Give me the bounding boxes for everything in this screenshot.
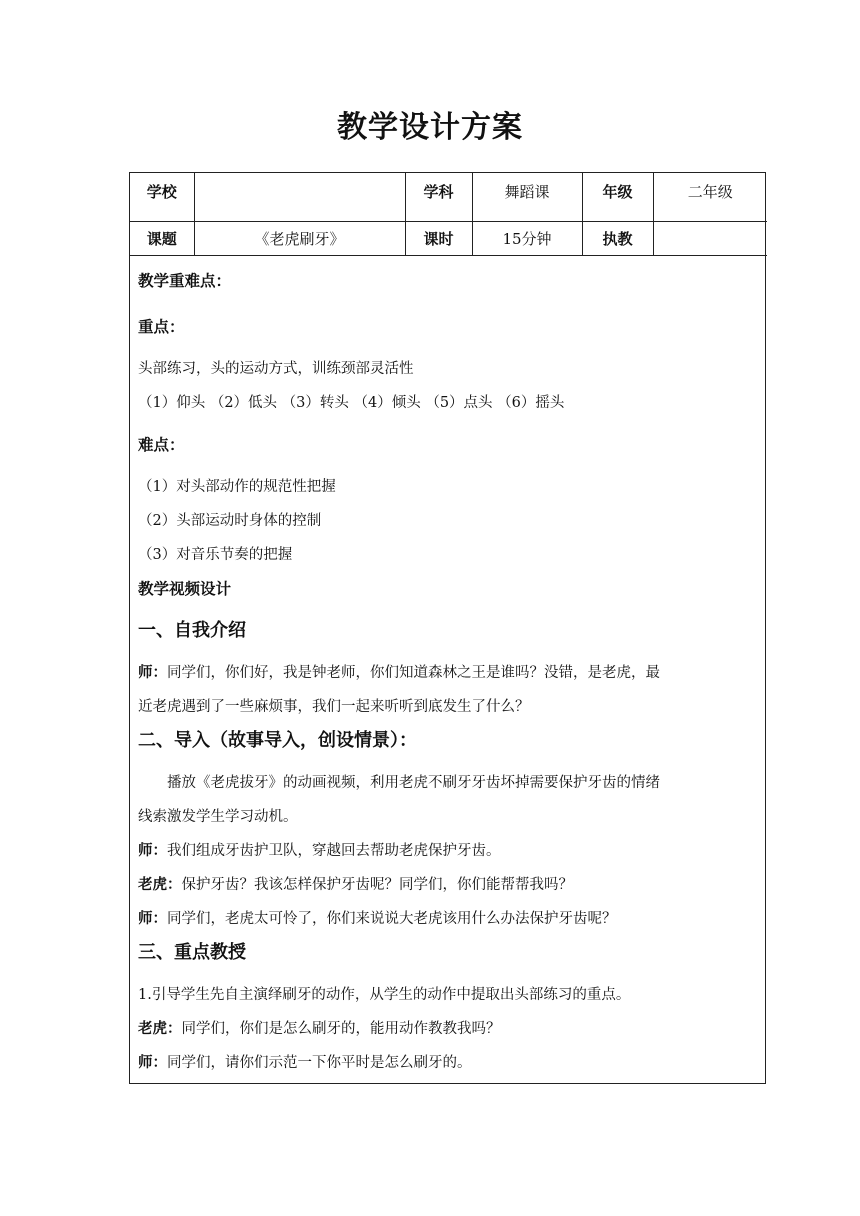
- dialogue-line: [138, 656, 757, 690]
- teacher-value: [653, 221, 767, 255]
- school-label: 学校: [130, 173, 194, 221]
- difficulty-item: （3）对音乐节奏的把握: [138, 546, 293, 563]
- dialogue-text: 同学们，你们好，我是钟老师，你们知道森林之王是谁吗？没错，是老虎，最: [167, 664, 660, 681]
- numbered-item: 1.引导学生先自主演绎刷牙的动作，从学生的动作中提取出头部练习的重点。: [138, 986, 631, 1003]
- video-design-heading: 教学视频设计: [138, 579, 232, 598]
- speaker-label: 师：: [138, 1054, 167, 1071]
- lesson-plan-table: [129, 172, 766, 1084]
- difficulty-item: （1）对头部动作的规范性把握: [138, 478, 336, 495]
- dialogue-line: [138, 902, 757, 936]
- difficulty-item: （2）头部运动时身体的控制: [138, 512, 322, 529]
- dialogue-text: 保护牙齿？我该怎样保护牙齿呢？同学们，你们能帮帮我吗？: [181, 876, 573, 893]
- speaker-label: 师：: [138, 842, 167, 859]
- dialogue-text: 同学们，你们是怎么刷牙的，能用动作教教我吗？: [181, 1020, 501, 1037]
- speaker-label: 老虎：: [138, 1020, 182, 1037]
- section-heading-key-teaching: 三、重点教授: [138, 941, 246, 963]
- duration-value: 15分钟: [472, 221, 582, 255]
- dialogue-line: [138, 1046, 757, 1080]
- info-table: [130, 173, 767, 256]
- section-heading-lead-in: 二、导入（故事导入，创设情景）：: [138, 729, 417, 751]
- speaker-label: 老虎：: [138, 876, 182, 893]
- grade-value: 二年级: [653, 173, 767, 221]
- school-value: [194, 173, 405, 221]
- key-points-heading: 教学重难点：: [138, 271, 232, 290]
- section-heading-intro: 一、自我介绍: [138, 619, 246, 641]
- lesson-content: [130, 264, 765, 1080]
- focus-items: （1）仰头 （2）低头 （3）转头 （4）倾头 （5）点头 （6）摇头: [138, 394, 565, 411]
- paragraph-continuation: 线索激发学生学习动机。: [138, 808, 298, 825]
- document-title: 教学设计方案: [337, 110, 523, 145]
- topic-value: 《老虎刷牙》: [194, 221, 405, 255]
- topic-label: 课题: [130, 221, 194, 255]
- focus-heading: 重点：: [138, 317, 185, 336]
- teacher-label: 执教: [582, 221, 653, 255]
- dialogue-line: [138, 834, 757, 868]
- duration-label: 课时: [405, 221, 472, 255]
- dialogue-text: 同学们，老虎太可怜了，你们来说说大老虎该用什么办法保护牙齿呢？: [167, 910, 617, 927]
- dialogue-text: 同学们，请你们示范一下你平时是怎么刷牙的。: [167, 1054, 472, 1071]
- paragraph: 播放《老虎拔牙》的动画视频，利用老虎不刷牙牙齿坏掉需要保护牙齿的情绪: [167, 774, 660, 791]
- speaker-label: 师：: [138, 664, 167, 681]
- speaker-label: 师：: [138, 910, 167, 927]
- dialogue-line: [138, 868, 757, 902]
- subject-value: 舞蹈课: [472, 173, 582, 221]
- difficulty-heading: 难点：: [138, 435, 185, 454]
- dialogue-text: 我们组成牙齿护卫队，穿越回去帮助老虎保护牙齿。: [167, 842, 501, 859]
- subject-label: 学科: [405, 173, 472, 221]
- grade-label: 年级: [582, 173, 653, 221]
- dialogue-line: [138, 1012, 757, 1046]
- dialogue-continuation: 近老虎遇到了一些麻烦事，我们一起来听听到底发生了什么？: [138, 698, 530, 715]
- focus-description: 头部练习，头的运动方式，训练颈部灵活性: [138, 360, 414, 377]
